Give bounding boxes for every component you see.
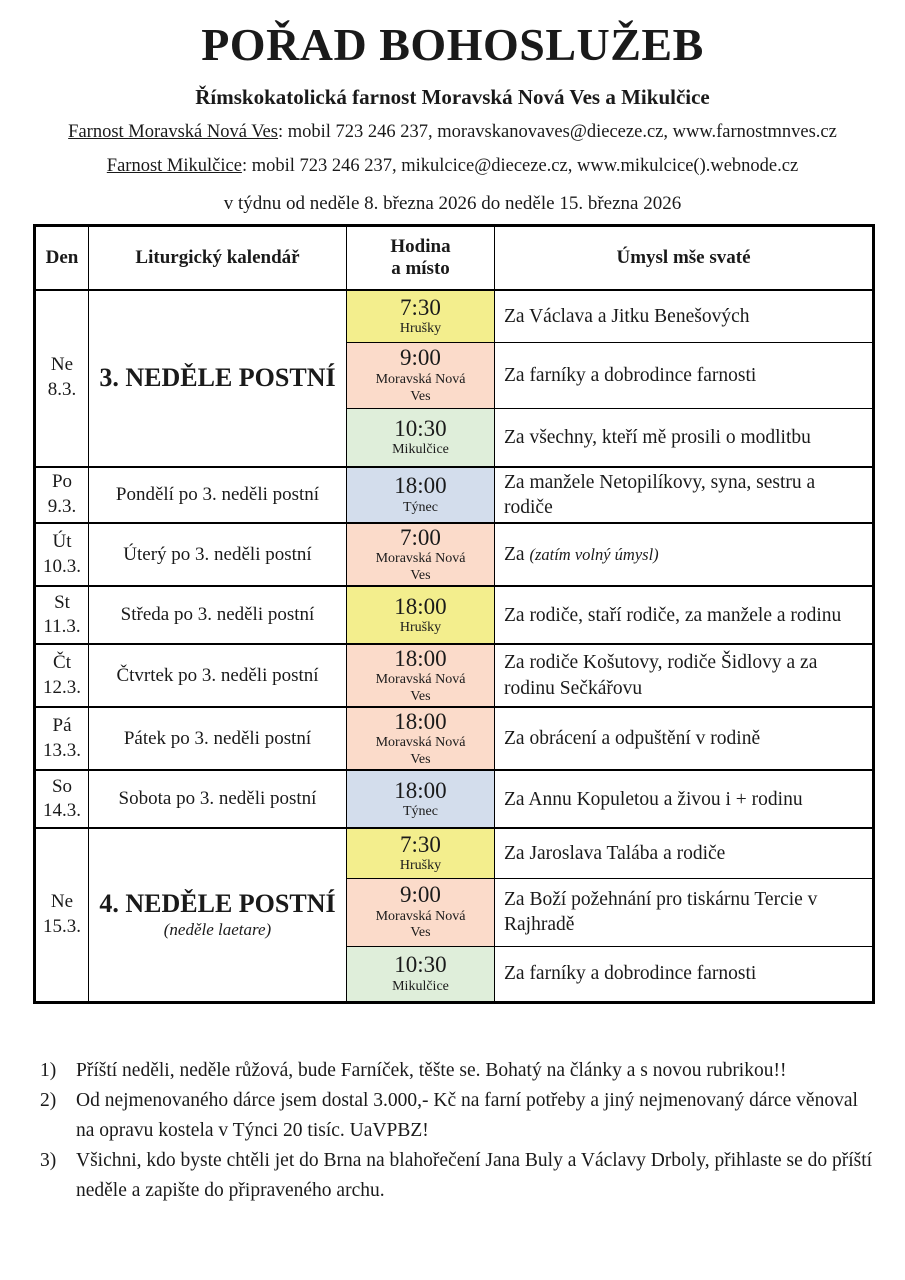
- note-text: Od nejmenovaného dárce jsem dostal 3.000,- Kč na farní potřeby a jiný nejmenovaný dárce věnoval na opravu kostela v Týnci 20 tisíc. UaVPBZ!: [76, 1089, 858, 1141]
- day-cell: [35, 828, 89, 1002]
- table-row: [35, 467, 874, 524]
- calendar-cell: Sobota po 3. neděli postní: [89, 770, 347, 828]
- mass-place: Moravská Nová Ves: [375, 672, 466, 704]
- day-abbrev: Ne: [50, 891, 74, 913]
- mass-time: 18:00: [394, 645, 447, 671]
- mass-time: 9:00: [400, 882, 441, 908]
- calendar-cell: [89, 290, 347, 467]
- mass-place: Týnec: [403, 499, 438, 515]
- intention-cell: Za farníky a dobrodince farnosti: [495, 946, 874, 1002]
- mass-place: Mikulčice: [392, 442, 449, 458]
- note-number: 2): [40, 1089, 57, 1111]
- col-header-time-line2: a místo: [391, 257, 450, 279]
- intention-cell: Za obrácení a odpuštění v rodině: [495, 707, 874, 770]
- intention-cell: Za Annu Kopuletou a živou i + rodinu: [495, 770, 874, 828]
- intention-cell: Za farníky a dobrodince farnosti: [495, 343, 874, 409]
- day-abbrev: Ne: [50, 354, 74, 376]
- time-place-cell: [347, 946, 495, 1002]
- mass-place: Hrušky: [399, 321, 442, 337]
- day-cell: [35, 586, 89, 644]
- contact-label-mnves: Farnost Moravská Nová Ves: [68, 122, 278, 142]
- time-place-cell: [347, 523, 495, 586]
- announcements: [40, 1056, 877, 1206]
- time-place-cell: [347, 707, 495, 770]
- mass-place: Hrušky: [399, 858, 442, 874]
- document-header: [0, 20, 905, 215]
- time-place-cell: [347, 828, 495, 878]
- mass-time: 10:30: [394, 415, 447, 441]
- intention-free-note: (zatím volný úmysl): [529, 545, 659, 565]
- table-row: [35, 707, 874, 770]
- table-row: [35, 586, 874, 644]
- mass-place: Moravská Nová Ves: [375, 551, 466, 583]
- intention-cell: Za Jaroslava Talába a rodiče: [495, 828, 874, 878]
- mass-time: 7:30: [400, 294, 441, 320]
- mass-time: 10:30: [394, 952, 447, 978]
- contact-rest-mikulcice: : mobil 723 246 237, mikulcice@dieceze.cz, www.mikulcice().webnode.cz: [241, 156, 799, 176]
- time-place-cell: [347, 343, 495, 409]
- day-cell: [35, 523, 89, 586]
- calendar-cell: Pátek po 3. neděli postní: [89, 707, 347, 770]
- intention-cell: Za rodiče, staří rodiče, za manžele a rodinu: [495, 586, 874, 644]
- intention-cell: Za všechny, kteří mě prosili o modlitbu: [495, 409, 874, 467]
- note-item: [40, 1086, 877, 1146]
- table-row: [35, 644, 874, 707]
- day-date: 8.3.: [47, 379, 77, 400]
- table-row: [35, 523, 874, 586]
- time-place-cell: [347, 290, 495, 343]
- day-date: 9.3.: [47, 495, 77, 517]
- feast-subname: (neděle laetare): [163, 920, 272, 940]
- contact-line-mnves: [0, 120, 905, 144]
- calendar-cell: Pondělí po 3. neděli postní: [89, 467, 347, 524]
- table-header-row: [35, 226, 874, 290]
- day-date: 10.3.: [43, 555, 81, 577]
- note-number: 3): [40, 1149, 57, 1171]
- contact-line-mikulcice: [0, 154, 905, 178]
- day-cell: [35, 770, 89, 828]
- contact-rest-mnves: : mobil 723 246 237, moravskanovaves@dieceze.cz, www.farnostmnves.cz: [277, 122, 837, 142]
- mass-time: 18:00: [394, 708, 447, 734]
- week-range: v týdnu od neděle 8. března 2026 do neděle 15. března 2026: [223, 193, 682, 214]
- mass-place: Týnec: [403, 804, 438, 819]
- intention-cell: Za manžele Netopilíkovy, syna, sestru a rodiče: [495, 467, 874, 524]
- col-header-day: Den: [35, 226, 89, 290]
- day-date: 11.3.: [43, 616, 81, 638]
- calendar-cell: Středa po 3. neděli postní: [89, 586, 347, 644]
- calendar-cell: [89, 828, 347, 1002]
- day-abbrev: Út: [52, 531, 72, 552]
- intention-cell: [495, 523, 874, 586]
- feast-name: 3. NEDĚLE POSTNÍ: [99, 362, 336, 392]
- mass-time: 18:00: [394, 593, 447, 619]
- day-abbrev: Pá: [52, 715, 72, 736]
- day-abbrev: Čt: [53, 652, 71, 673]
- table-row: [35, 290, 874, 343]
- feast-name: 4. NEDĚLE POSTNÍ: [99, 888, 336, 918]
- table-row: [35, 828, 874, 878]
- mass-time: 7:00: [400, 524, 441, 550]
- time-place-cell: [347, 770, 495, 828]
- mass-place: Moravská Nová Ves: [375, 735, 466, 767]
- intention-prefix: Za: [504, 544, 530, 566]
- time-place-cell: [347, 644, 495, 707]
- col-header-intention: Úmysl mše svaté: [495, 226, 874, 290]
- mass-time: 7:30: [400, 831, 441, 857]
- mass-time: 18:00: [394, 777, 447, 803]
- contact-label-mikulcice: Farnost Mikulčice: [106, 156, 242, 176]
- time-place-cell: [347, 878, 495, 946]
- mass-time: 9:00: [400, 345, 441, 371]
- day-date: 12.3.: [43, 676, 81, 698]
- mass-place: Mikulčice: [392, 978, 449, 994]
- note-item: [40, 1146, 877, 1206]
- day-date: 15.3.: [43, 915, 81, 937]
- intention-cell: Za Boží požehnání pro tiskárnu Tercie v Rajhradě: [495, 878, 874, 946]
- calendar-cell: Čtvrtek po 3. neděli postní: [89, 644, 347, 707]
- day-abbrev: Po: [51, 471, 73, 493]
- time-place-cell: [347, 586, 495, 644]
- table-row: [35, 770, 874, 828]
- col-header-time-place: [347, 226, 495, 290]
- note-number: 1): [40, 1059, 57, 1081]
- col-header-time-line1: Hodina: [390, 235, 451, 257]
- note-item: [40, 1056, 877, 1086]
- intention-cell: Za Václava a Jitku Benešových: [495, 290, 874, 343]
- mass-place: Moravská Nová Ves: [375, 371, 466, 404]
- day-abbrev: St: [54, 591, 70, 613]
- day-cell: [35, 290, 89, 467]
- parish-subtitle: Římskokatolická farnost Moravská Nová Ves a Mikulčice: [195, 85, 710, 109]
- intention-cell: Za rodiče Košutovy, rodiče Šidlovy a za rodinu Sečkářovu: [495, 644, 874, 707]
- day-date: 13.3.: [43, 739, 81, 761]
- mass-place: Hrušky: [399, 620, 442, 635]
- day-abbrev: So: [51, 775, 73, 797]
- page-title: POŘAD BOHOSLUŽEB: [201, 19, 704, 70]
- note-text: Všichni, kdo byste chtěli jet do Brna na blahořečení Jana Buly a Václavy Drboly, přihlaste se do příští neděle a zapište do připraveného archu.: [76, 1149, 873, 1201]
- note-text: Příští neděli, neděle růžová, bude Farníček, těšte se. Bohatý na články a s novou rubrikou!!: [76, 1059, 787, 1081]
- calendar-cell: Úterý po 3. neděli postní: [89, 523, 347, 586]
- time-place-cell: [347, 409, 495, 467]
- day-date: 14.3.: [43, 800, 81, 822]
- schedule-table: [33, 224, 875, 1004]
- day-cell: [35, 644, 89, 707]
- mass-time: 18:00: [394, 473, 447, 499]
- day-cell: [35, 707, 89, 770]
- col-header-calendar: Liturgický kalendář: [89, 226, 347, 290]
- mass-place: Moravská Nová Ves: [375, 908, 466, 941]
- day-cell: [35, 467, 89, 524]
- time-place-cell: [347, 467, 495, 524]
